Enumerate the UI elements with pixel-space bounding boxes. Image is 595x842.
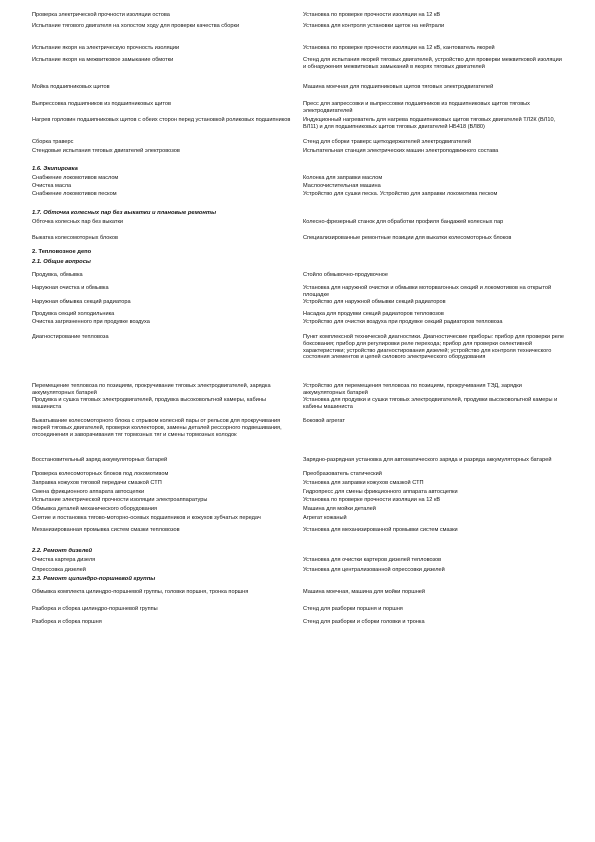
equipment-cell: Установка по проверке прочности изоляции на 12 кВ [303,12,441,18]
operation-cell: Стендовые испытания тяговых двигателей электровозов [32,148,180,154]
operation-cell: Механизированная промывка систем смазки тепловозов [32,527,180,533]
operation-cell: Выпрессовка подшипников из подшипниковых щитов [32,101,171,107]
operation-cell: Очистка картера дизеля [32,557,96,563]
equipment-cell: Машина для мойки деталей [303,506,376,512]
operation-cell: Обмывка комплекта цилиндро-поршневой группы, головки поршня, тронка поршня [32,589,249,595]
operation-cell: Восстановительный заряд аккумуляторных батарей [32,457,168,463]
equipment-cell: Установка для контроля установки щеток на нейтрали [303,23,445,29]
equipment-cell: Гидропресс для смены фрикционного аппарата автосцепки [303,489,458,495]
section-heading: 1.6. Экипировка [32,166,78,172]
equipment-cell: Установка по проверке прочности изоляции на 12 кВ [303,497,441,503]
operation-cell: Опрессовка дизелей [32,567,86,573]
operation-cell: Испытание тягового двигателя на холостом ходу для проверки качества сборки [32,23,240,29]
equipment-cell: Установка по проверке прочности изоляции на 12 кВ, кантователь якорей [303,45,495,51]
equipment-cell: Установка для продувки и сушки тяговых электродвигателей, продувки высоковольтной камеры и кабины машиниста [303,397,558,410]
equipment-cell: Преобразователь статический [303,471,382,477]
section-heading: 1.7. Обточка колесных пар без выкатки и плановые ремонты [32,210,217,216]
equipment-cell: Насадка для продувки секций радиаторов тепловозов [303,311,444,317]
operation-cell: Наружная обмывка секций радиатора [32,299,131,305]
equipment-cell: Установка для наружной очистки и обмывки моторвагонных секций и локомотивов на открытой площадке [303,285,552,298]
operation-cell: Обмывка деталей механического оборудования [32,506,157,512]
equipment-cell: Боковой агрегат [303,418,345,424]
operation-cell: Выкатка колесомоторных блоков [32,235,118,241]
operation-cell: Продувка и сушка тяговых электродвигателей, продувка высоковольтной камеры, кабины машиниста [32,397,266,410]
equipment-cell: Колесно-фрезерный станок для обработки профиля бандажей колесных пар [303,219,504,225]
equipment-cell: Установка для заправки кожухов смазкой СТП [303,480,424,486]
operation-cell: Очистка загрязненного при продувке воздуха [32,319,150,325]
operation-cell: Продувка секций холодильника [32,311,115,317]
operation-cell: Сборка траверс [32,139,74,145]
equipment-cell: Установка для централизованной опрессовки дизелей [303,567,445,573]
equipment-cell: Стойло обмывочно-продувочное [303,272,389,278]
operation-cell: Снятие и постановка тягово-моторно-осевых подшипников и кожухов зубчатых передач [32,515,261,521]
equipment-cell: Стенд для разборки и сборки головки и тронка [303,619,425,625]
section-heading: 2.2. Ремонт дизелей [32,548,92,554]
operation-cell: Испытание электрической прочности изоляции электроаппаратуры [32,497,208,503]
equipment-cell: Установка для очистки картеров дизелей тепловозов [303,557,442,563]
equipment-cell: Установка для механизированной промывки систем смазки [303,527,458,533]
operation-cell: Диагностирование тепловоза [32,334,109,340]
equipment-cell: Устройство для сушки песка. Устройство для заправки локомотива песком [303,191,498,197]
section-heading: 2.3. Ремонт цилиндро-поршневой группы [32,576,156,582]
section-heading: 2.1. Общие вопросы [32,259,91,265]
operation-cell: Разборка и сборка поршня [32,619,102,625]
operation-cell: Снабжение локомотивов песком [32,191,117,197]
equipment-cell: Маслоочистительная машина [303,183,381,189]
operation-cell: Проверка электрической прочности изоляции остова [32,12,170,18]
equipment-cell: Устройство для очистки воздуха при продувке секций радиаторов тепловоза [303,319,503,325]
equipment-cell: Индукционный нагреватель для нагрева подшипниковых щитов тяговых двигателей ТЛ2К (ВЛ10, ВЛ11) и для подшипниковых щитов тяговых двигателей НБ418 (ВЛ80) [303,117,556,130]
equipment-cell: Стенд для сборки траверс щеткодержателей электродвигателей [303,139,471,145]
equipment-cell: Специализированные ремонтные позиции для выкатки колесомоторных блоков [303,235,512,241]
operation-cell: Очистка масла [32,183,72,189]
equipment-cell: Испытательная станция электрических машин электроподвижного состава [303,148,499,154]
equipment-cell: Стенд для испытания якорей тяговых двигателей, устройство для проверки межвитковой изоляции и обнаружения межвитковых замыканий в якорях тяговых двигателей [303,57,562,70]
equipment-cell: Стенд для разборки поршня и поршня [303,606,403,612]
operation-cell: Перемещение тепловоза по позициям, прокручивание тяговых электродвигателей, зарядка аккумуляторных батарей [32,383,271,396]
operation-cell: Обточка колесных пар без выкатки [32,219,124,225]
operation-cell: Выкатывание колесомоторного блока с отрывом колесной пары от рельсов для прокручивания якорей тяговых двигателей, проверки коллекторов, замены деталей рессорного подвешивания, отсоединения и заворачивания тяг тормозных тяг и смены тормозных колодок [32,418,282,438]
operation-cell: Проверка колесомоторных блоков под локомотивом [32,471,169,477]
operation-cell: Испытание якоря на электрическую прочность изоляции [32,45,180,51]
equipment-cell: Устройство для перемещения тепловоза по позициям, прокручивания ТЭД, зарядки аккумуляторных батарей [303,383,522,396]
operation-cell: Заправка кожухов тяговой передачи смазкой СТП [32,480,162,486]
operation-cell: Снабжение локомотивов маслом [32,175,119,181]
equipment-cell: Машина моечная для подшипниковых щитов тяговых электродвигателей [303,84,494,90]
operation-cell: Наружная очистка и обмывка [32,285,109,291]
equipment-cell: Пресс для запрессовки и выпрессовки подшипников из подшипниковых щитов тяговых электродвигателей [303,101,530,114]
operation-cell: Мойка подшипниковых щитов [32,84,110,90]
equipment-cell: Колонка для заправки маслом [303,175,383,181]
operation-cell: Смена фрикционного аппарата автосцепки [32,489,145,495]
section-heading: 2. Тепловозное депо [32,249,92,255]
operation-cell: Продувка, обмывка [32,272,83,278]
operation-cell: Разборка и сборка цилиндро-поршневой группы [32,606,158,612]
operation-cell: Испытание якоря на межвитковое замыкание обмотки [32,57,174,63]
operation-cell: Нагрев горловин подшипниковых щитов с обеих сторон перед установкой роликовых подшипников [32,117,291,123]
equipment-cell: Машина моечная, машина для мойки поршней [303,589,426,595]
equipment-cell: Устройство для наружной обмывки секций радиаторов [303,299,446,305]
equipment-cell: Зарядно-разрядная установка для автоматического заряда и разряда аккумуляторных батарей [303,457,552,463]
equipment-cell: Агрегат кожаный [303,515,347,521]
equipment-cell: Пункт комплексной технической диагностики. Диагностические приборы: прибор для проверки реле боксования; прибор для регулировки реле перехода; прибор для проверки селективной характеристики; устройство диагностирования дизелей; устройство для контроля технического состояния элементов и цепей силового электрического оборудования [303,334,565,361]
